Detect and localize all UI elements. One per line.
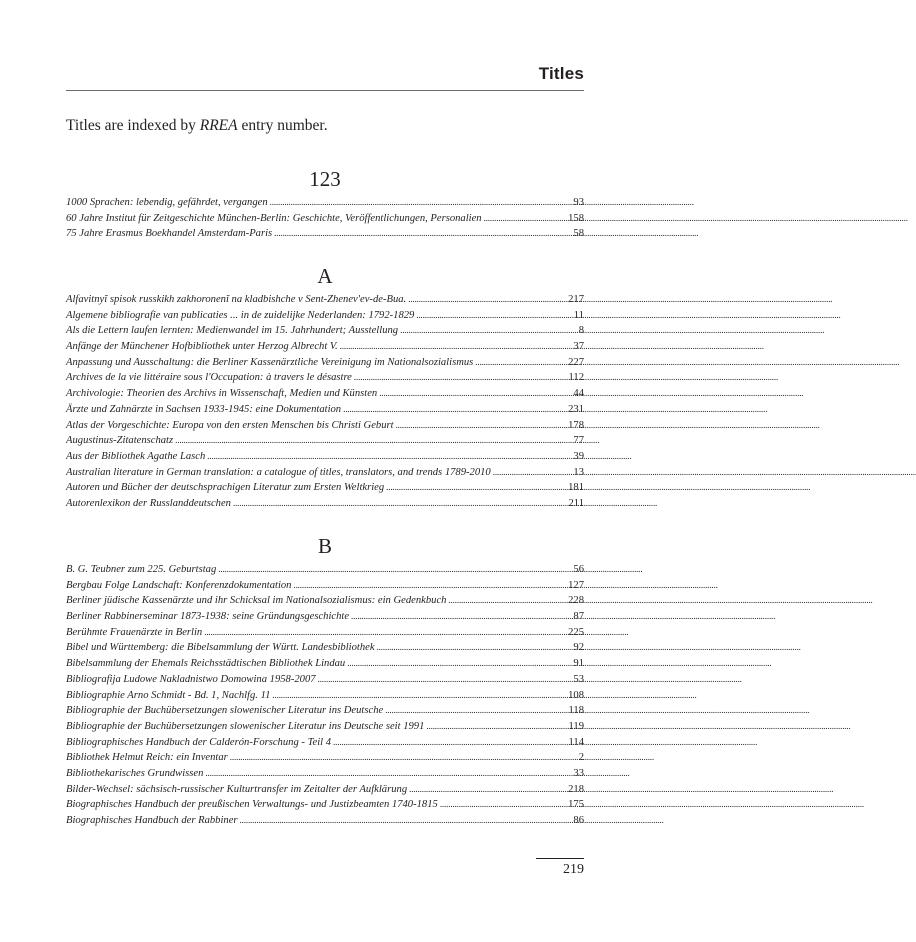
dot-leader xyxy=(293,578,566,594)
dot-leader xyxy=(351,609,571,625)
entry-number: 112 xyxy=(568,372,584,384)
entry-title: Ärzte und Zahnärzte in Sachsen 1933-1945: eine Dokumentation xyxy=(66,403,342,415)
entry-number: 77 xyxy=(573,435,584,447)
entry-title: Bibel und Württemberg: die Bibelsammlung der Württ. Landesbibliothek xyxy=(66,642,375,654)
entry-number: 227 xyxy=(568,356,584,368)
index-entry xyxy=(66,355,584,371)
intro-after: entry number. xyxy=(237,117,328,134)
entry-title: Berühmte Frauenärzte in Berlin xyxy=(66,626,203,638)
index-entry xyxy=(66,750,584,766)
dot-leader xyxy=(218,562,571,578)
dot-leader xyxy=(205,766,571,782)
index-entry xyxy=(66,433,584,449)
index-entry xyxy=(66,418,584,434)
entry-number: 33 xyxy=(573,767,584,779)
index-section xyxy=(66,532,584,829)
entry-number: 127 xyxy=(568,579,584,591)
dot-leader xyxy=(340,339,572,355)
dot-leader xyxy=(377,640,572,656)
dot-leader xyxy=(440,797,566,813)
index-entry xyxy=(66,578,584,594)
index-entry xyxy=(66,308,584,324)
index-entry xyxy=(66,797,584,813)
index-entry xyxy=(66,735,584,751)
entry-number: 178 xyxy=(568,419,584,431)
dot-leader xyxy=(204,625,566,641)
entry-list xyxy=(66,195,584,242)
section-heading: 123 xyxy=(309,167,341,191)
entry-title: Bibliographie der Buchübersetzungen slowenischer Literatur ins Deutsche xyxy=(66,705,384,717)
entry-number: 13 xyxy=(573,466,584,478)
dot-leader xyxy=(409,782,566,798)
entry-number: 53 xyxy=(573,673,584,685)
dot-leader xyxy=(270,195,572,211)
entry-title: Bibliothek Helmut Reich: ein Inventar xyxy=(66,752,228,764)
dot-leader xyxy=(484,211,567,227)
dot-leader xyxy=(385,703,566,719)
dot-leader xyxy=(386,480,566,496)
section-heading: A xyxy=(317,264,333,288)
entry-title: Berliner jüdische Kassenärzte und ihr Schicksal im Nationalsozialismus: ein Gedenkbuch xyxy=(66,595,447,607)
entry-number: 119 xyxy=(568,720,584,732)
entry-number: 93 xyxy=(573,197,584,208)
dot-leader xyxy=(272,688,566,704)
index-entry xyxy=(66,688,584,704)
entry-number: 37 xyxy=(573,341,584,353)
index-entry xyxy=(66,195,584,211)
entry-number: 2 xyxy=(578,752,584,764)
entry-title: Alfavitnyĭ spisok russkikh zakhoronenĭ na kladbishche v Sent-Zhenev'ev-de-Bua. xyxy=(66,294,407,305)
entry-title: Augustinus-Zitatenschatz xyxy=(66,435,174,447)
index-entry xyxy=(66,323,584,339)
entry-number: 211 xyxy=(568,497,584,509)
index-entry xyxy=(66,766,584,782)
intro-before: Titles are indexed by xyxy=(66,117,200,134)
entry-title: Aus der Bibliothek Agathe Lasch xyxy=(66,450,206,462)
dot-leader xyxy=(343,402,566,418)
entry-number: 8 xyxy=(578,325,584,337)
entry-title: 75 Jahre Erasmus Boekhandel Amsterdam-Paris xyxy=(66,228,273,240)
entry-number: 181 xyxy=(568,482,584,494)
dot-leader xyxy=(333,735,566,751)
index-entry xyxy=(66,640,584,656)
entry-number: 175 xyxy=(568,799,584,811)
dot-leader xyxy=(230,750,577,766)
entry-title: Autoren und Bücher der deutschsprachigen Literatur zum Ersten Weltkrieg xyxy=(66,482,385,494)
index-entry xyxy=(66,226,584,242)
entry-title: Bibliographie Arno Schmidt - Bd. 1, Nachlfg. 11 xyxy=(66,689,271,701)
index-entry xyxy=(66,609,584,625)
entry-number: 118 xyxy=(568,705,584,717)
entry-title: Autorenlexikon der Russlanddeutschen xyxy=(66,497,231,509)
dot-leader xyxy=(354,370,567,386)
dot-leader xyxy=(233,496,567,512)
index-entry xyxy=(66,465,584,481)
running-header-title: Titles xyxy=(538,64,584,83)
entry-number: 91 xyxy=(573,658,584,670)
index-section xyxy=(66,165,584,242)
entry-list xyxy=(66,292,584,512)
index-entry xyxy=(66,370,584,386)
dot-leader xyxy=(347,656,571,672)
entry-number: 56 xyxy=(573,564,584,575)
entry-title: Archives de la vie littéraire sous l'Occupation: à travers le désastre xyxy=(66,372,352,384)
index-entry xyxy=(66,496,584,512)
index-entry xyxy=(66,813,584,829)
entry-title: Bibliothekarisches Grundwissen xyxy=(66,767,204,779)
entry-title: Bibliografija Ludowe Nakladnistwo Domowina 1958-2007 xyxy=(66,673,316,685)
intro-text xyxy=(66,117,328,135)
dot-leader xyxy=(318,672,572,688)
entry-title: Australian literature in German translation: a catalogue of titles, translators, and trends 1789-2010 xyxy=(66,466,491,478)
entry-title: Algemene bibliografie van publicaties ... in de zuidelijke Nederlanden: 1792-1829 xyxy=(66,309,415,321)
entry-title: B. G. Teubner zum 225. Geburtstag xyxy=(66,564,217,575)
entry-title: Anpassung und Ausschaltung: die Berliner Kassenärztliche Vereinigung im Nationalsozialismus xyxy=(66,356,474,368)
entry-number: 218 xyxy=(568,783,584,795)
dot-leader xyxy=(175,433,571,449)
dot-leader xyxy=(400,323,577,339)
index-entry xyxy=(66,625,584,641)
index-entry xyxy=(66,386,584,402)
index-entry xyxy=(66,292,584,308)
entry-list xyxy=(66,562,584,829)
dot-leader xyxy=(408,292,566,308)
entry-title: Anfänge der Münchener Hofbibliothek unter Herzog Albrecht V. xyxy=(66,341,338,353)
dot-leader xyxy=(448,593,566,609)
entry-title: Atlas der Vorgeschichte: Europa von den ersten Menschen bis Christi Geburt xyxy=(66,419,394,431)
entry-title: Bibliographisches Handbuch der Calderón-Forschung - Teil 4 xyxy=(66,736,332,748)
header-rule xyxy=(66,90,584,91)
dot-leader xyxy=(475,355,566,371)
index-entry xyxy=(66,480,584,496)
entry-title: 1000 Sprachen: lebendig, gefährdet, vergangen xyxy=(66,197,268,208)
entry-number: 114 xyxy=(568,736,584,748)
entry-title: 60 Jahre Institut für Zeitgeschichte München-Berlin: Geschichte, Veröffentlichungen, Personalien xyxy=(66,212,482,224)
index-entry xyxy=(66,672,584,688)
dot-leader xyxy=(426,719,566,735)
entry-title: Berliner Rabbinerseminar 1873-1938: seine Gründungsgeschichte xyxy=(66,611,350,623)
index-section xyxy=(66,262,584,512)
page-number: 219 xyxy=(563,862,584,877)
entry-title: Bibelsammlung der Ehemals Reichsstädtischen Bibliothek Lindau xyxy=(66,658,346,670)
entry-number: 86 xyxy=(573,815,584,826)
index-entry xyxy=(66,593,584,609)
dot-leader xyxy=(207,449,571,465)
index-entry xyxy=(66,562,584,578)
entry-title: Archivologie: Theorien des Archivs in Wissenschaft, Medien und Künsten xyxy=(66,388,378,400)
index-entry xyxy=(66,402,584,418)
dot-leader xyxy=(379,386,571,402)
index-entry xyxy=(66,719,584,735)
entry-number: 158 xyxy=(568,212,584,224)
section-heading: B xyxy=(317,534,332,558)
entry-number: 225 xyxy=(568,626,584,638)
entry-title: Biographisches Handbuch der preußischen Verwaltungs- und Justizbeamten 1740-1815 xyxy=(66,799,438,811)
entry-number: 228 xyxy=(568,595,584,607)
entry-number: 231 xyxy=(568,403,584,415)
entry-number: 11 xyxy=(573,309,584,321)
entry-number: 39 xyxy=(573,450,584,462)
entry-number: 44 xyxy=(573,388,584,400)
entry-title: Bibliographie der Buchübersetzungen slowenischer Literatur ins Deutsche seit 1991 xyxy=(66,720,425,732)
dot-leader xyxy=(416,308,571,324)
dot-leader xyxy=(396,418,567,434)
entry-number: 217 xyxy=(568,294,584,305)
index-entry xyxy=(66,656,584,672)
entry-number: 108 xyxy=(568,689,584,701)
entry-title: Bilder-Wechsel: sächsisch-russischer Kulturtransfer im Zeitalter der Aufklärung xyxy=(66,783,408,795)
entry-title: Bergbau Folge Landschaft: Konferenzdokumentation xyxy=(66,579,292,591)
index-entry xyxy=(66,339,584,355)
index-entry xyxy=(66,703,584,719)
entry-number: 58 xyxy=(573,228,584,240)
dot-leader xyxy=(240,813,572,829)
entry-title: Biographisches Handbuch der Rabbiner xyxy=(66,815,238,826)
index-entry xyxy=(66,782,584,798)
entry-number: 92 xyxy=(573,642,584,654)
footer-rule xyxy=(536,858,584,859)
index-entry xyxy=(66,211,584,227)
dot-leader xyxy=(493,465,572,481)
entry-number: 87 xyxy=(573,611,584,623)
index-entry xyxy=(66,449,584,465)
intro-emphasis: RREA xyxy=(199,117,238,134)
entry-title: Als die Lettern laufen lernten: Medienwandel im 15. Jahrhundert; Ausstellung xyxy=(66,325,399,337)
dot-leader xyxy=(274,226,571,242)
